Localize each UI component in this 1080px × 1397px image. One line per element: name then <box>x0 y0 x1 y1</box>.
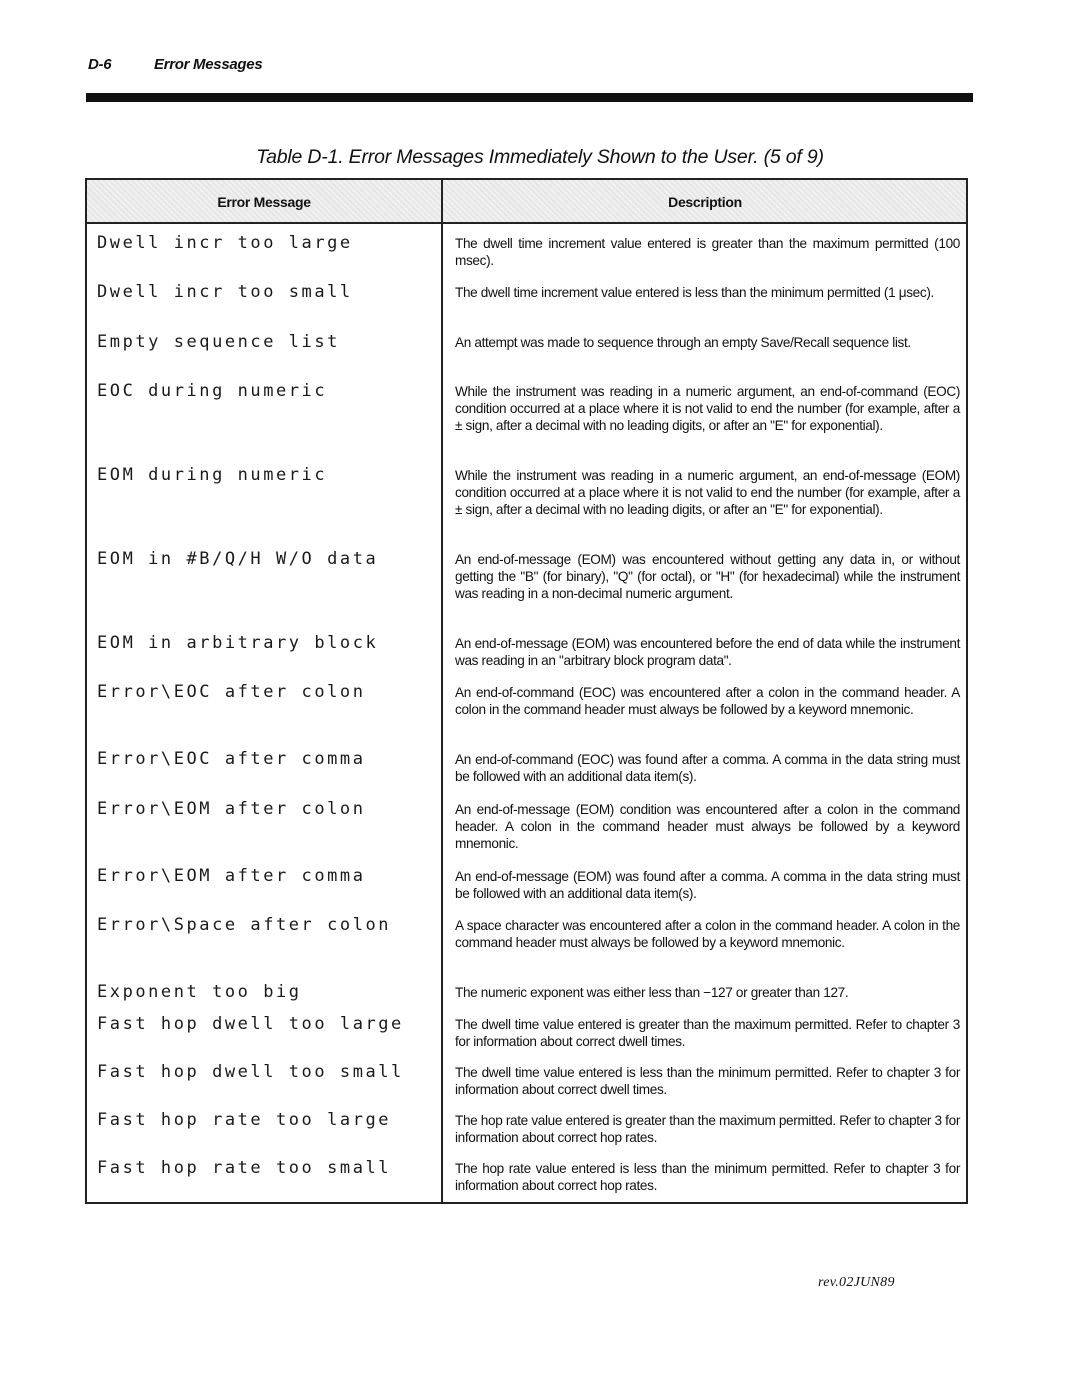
error-description: An end-of-message (EOM) was encountered before the end of data while the instrument was reading in an "arbitrary block program data". <box>455 636 960 668</box>
error-description: The hop rate value entered is greater than the maximum permitted. Refer to chapter 3 for information about correct hop rates. <box>455 1113 960 1145</box>
error-description: The numeric exponent was either less than −127 or greater than 127. <box>455 985 849 1000</box>
revision-note: rev.02JUN89 <box>818 1275 895 1290</box>
error-message: Fast hop rate too small <box>97 1158 392 1178</box>
error-description: The dwell time increment value entered is less than the minimum permitted (1 μsec). <box>455 285 934 300</box>
error-description: A space character was encountered after a colon in the command header. A colon in the command header must always be followed by a keyword mnemonic. <box>455 918 960 950</box>
error-description: While the instrument was reading in a numeric argument, an end-of-message (EOM) condition occurred at a place where it is not valid to end the number (for example, after a ± sign, after a decimal with no leading digits, or after an "E" for exponential). <box>455 468 960 517</box>
error-description: The dwell time value entered is greater than the maximum permitted. Refer to chapter 3 for information about correct dwell times. <box>455 1017 960 1049</box>
error-message: Error\Space after colon <box>97 915 392 935</box>
error-description: An end-of-message (EOM) was found after a comma. A comma in the data string must be followed with an additional data item(s). <box>455 869 960 901</box>
error-message-table <box>85 178 968 1204</box>
page-number: D-6 <box>88 56 112 73</box>
error-message: Empty sequence list <box>97 332 340 352</box>
error-message: Exponent too big <box>97 982 302 1002</box>
error-description: An end-of-command (EOC) was found after a comma. A comma in the data string must be followed with an additional data item(s). <box>455 752 960 784</box>
running-head <box>88 56 262 73</box>
table-caption: Table D-1. Error Messages Immediately Shown to the User. (5 of 9) <box>256 146 824 168</box>
error-message: EOM in #B/Q/H W/O data <box>97 549 379 569</box>
column-header-error-message: Error Message <box>217 194 311 210</box>
error-description: An attempt was made to sequence through an empty Save/Recall sequence list. <box>455 335 911 350</box>
error-message: Error\EOC after colon <box>97 682 366 702</box>
error-message: EOC during numeric <box>97 381 328 401</box>
header-rule <box>86 93 973 102</box>
error-message: Error\EOM after colon <box>97 799 366 819</box>
error-description: An end-of-command (EOC) was encountered after a colon in the command header. A colon in the command header must always be followed by a keyword mnemonic. <box>455 685 960 717</box>
column-header-description: Description <box>668 194 742 210</box>
error-description: An end-of-message (EOM) was encountered without getting any data in, or without getting the "B" (for binary), "Q" (for octal), or "H" (for hexadecimal) while the instrument was reading in a non-decimal numeric argument. <box>455 552 960 601</box>
error-message: Fast hop dwell too small <box>97 1062 404 1082</box>
table-header <box>87 180 966 224</box>
error-message: EOM in arbitrary block <box>97 633 379 653</box>
error-description: The hop rate value entered is less than the minimum permitted. Refer to chapter 3 for information about correct hop rates. <box>455 1161 960 1193</box>
section-title: Error Messages <box>154 56 263 73</box>
error-message: Dwell incr too large <box>97 233 353 253</box>
column-divider <box>441 180 443 1202</box>
error-description: While the instrument was reading in a numeric argument, an end-of-command (EOC) condition occurred at a place where it is not valid to end the number (for example, after a ± sign, after a decimal with no leading digits, or after an "E" for exponential). <box>455 384 960 433</box>
error-message: Error\EOC after comma <box>97 749 366 769</box>
error-description: The dwell time increment value entered is greater than the maximum permitted (100 msec). <box>455 236 960 268</box>
error-message: Error\EOM after comma <box>97 866 366 886</box>
error-message: EOM during numeric <box>97 465 328 485</box>
error-message: Dwell incr too small <box>97 282 353 302</box>
error-message: Fast hop dwell too large <box>97 1014 404 1034</box>
error-description: An end-of-message (EOM) condition was encountered after a colon in the command header. A colon in the command header must always be followed by a keyword mnemonic. <box>455 802 960 851</box>
error-message: Fast hop rate too large <box>97 1110 392 1130</box>
error-description: The dwell time value entered is less than the minimum permitted. Refer to chapter 3 for information about correct dwell times. <box>455 1065 960 1097</box>
